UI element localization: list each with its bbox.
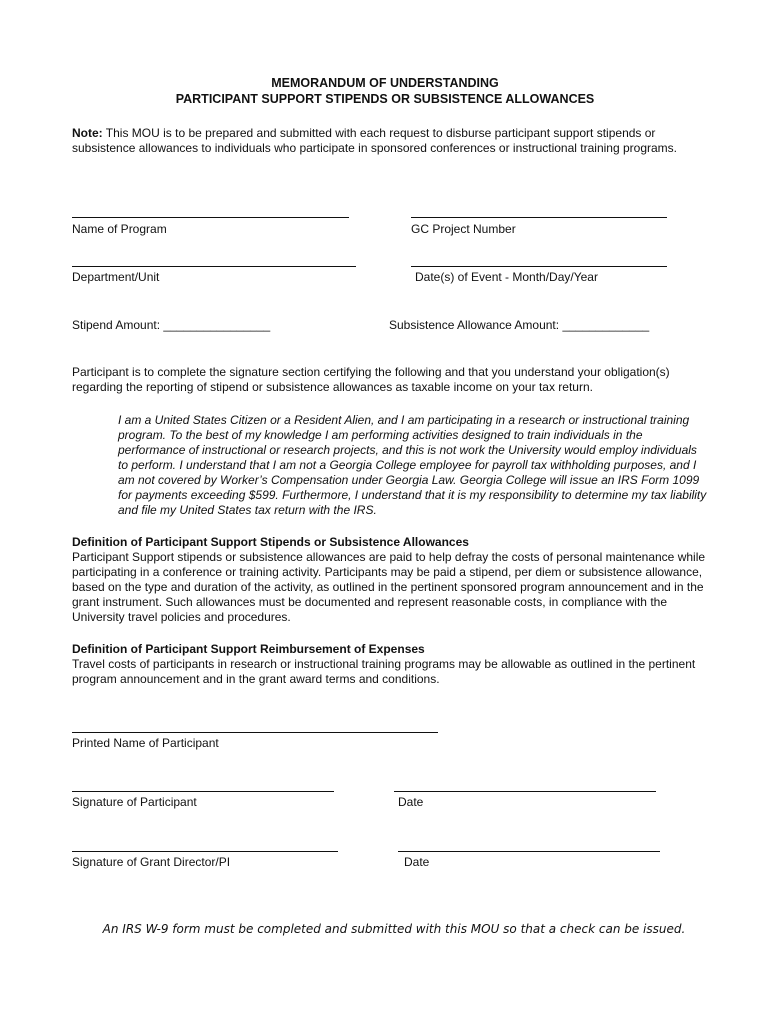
document-title: MEMORANDUM OF UNDERSTANDING [271, 76, 499, 90]
printed-name-label: Printed Name of Participant [72, 736, 219, 750]
note-text: This MOU is to be prepared and submitted with each request to disburse participant support stipends or subsistence allowances to individuals who participate in sponsored conferences or instructional training programs. [72, 126, 677, 155]
name-of-program-label: Name of Program [72, 222, 167, 236]
participant-date-line[interactable] [394, 791, 656, 792]
subsistence-amount-field[interactable]: Subsistence Allowance Amount: _____________ [389, 318, 650, 332]
director-date-label: Date [404, 855, 430, 869]
footer-note: An IRS W-9 form must be completed and submitted with this MOU so that a check can be issued. [102, 922, 686, 936]
director-signature-line[interactable] [72, 851, 338, 852]
name-of-program-line[interactable] [72, 217, 349, 218]
note-label: Note: [72, 126, 103, 140]
definition1-text: Participant Support stipends or subsistence allowances are paid to help defray the costs of personal maintenance while participating in a conference or training activity. Participants may be paid a stipend, per diem or subsistence allowance, based on the type and duration of the activity, as outlined in the pertinent sponsored program announcement and in the grant instrument. Such allowances must be documented and represent reasonable costs, in compliance with the University travel policies and procedures. [72, 550, 706, 624]
note-paragraph [72, 126, 722, 156]
gc-project-number-label: GC Project Number [411, 222, 516, 236]
department-unit-label: Department/Unit [72, 270, 160, 284]
participant-date-label: Date [398, 795, 424, 809]
intro-paragraph: Participant is to complete the signature section certifying the following and that you understand your obligation(s) regarding the reporting of stipend or subsistence allowances as taxable income on your tax return. [72, 365, 670, 394]
participant-signature-label: Signature of Participant [72, 795, 197, 809]
participant-signature-line[interactable] [72, 791, 334, 792]
printed-name-line[interactable] [72, 732, 438, 733]
director-signature-label: Signature of Grant Director/PI [72, 855, 231, 869]
gc-project-number-line[interactable] [411, 217, 667, 218]
definition1-heading: Definition of Participant Support Stipends or Subsistence Allowances [72, 535, 469, 549]
document-subtitle: PARTICIPANT SUPPORT STIPENDS OR SUBSISTENCE ALLOWANCES [175, 92, 595, 106]
event-dates-line[interactable] [411, 266, 667, 267]
definition2-text: Travel costs of participants in research or instructional training programs may be allowable as outlined in the pertinent program announcement and in the grant award terms and conditions. [72, 657, 696, 686]
certification-statement: I am a United States Citizen or a Resident Alien, and I am participating in a research or instructional training program. To the best of my knowledge I am performing activities designed to train individuals in the performance of instructional or research projects, and this is not work the University would employ individuals to perform. I understand that I am not a Georgia College employee for payroll tax withholding purposes, and I am not covered by Worker’s Compensation under Georgia Law. Georgia College will issue an IRS Form 1099 for payments exceeding $599. Furthermore, I understand that it is my responsibility to determine my tax liability and file my United States tax return with the IRS. [118, 413, 707, 517]
stipend-amount-field[interactable]: Stipend Amount: ________________ [72, 318, 271, 332]
director-date-line[interactable] [398, 851, 660, 852]
department-unit-line[interactable] [72, 266, 356, 267]
definition2-heading: Definition of Participant Support Reimbursement of Expenses [72, 642, 425, 656]
event-dates-label: Date(s) of Event - Month/Day/Year [415, 270, 598, 284]
